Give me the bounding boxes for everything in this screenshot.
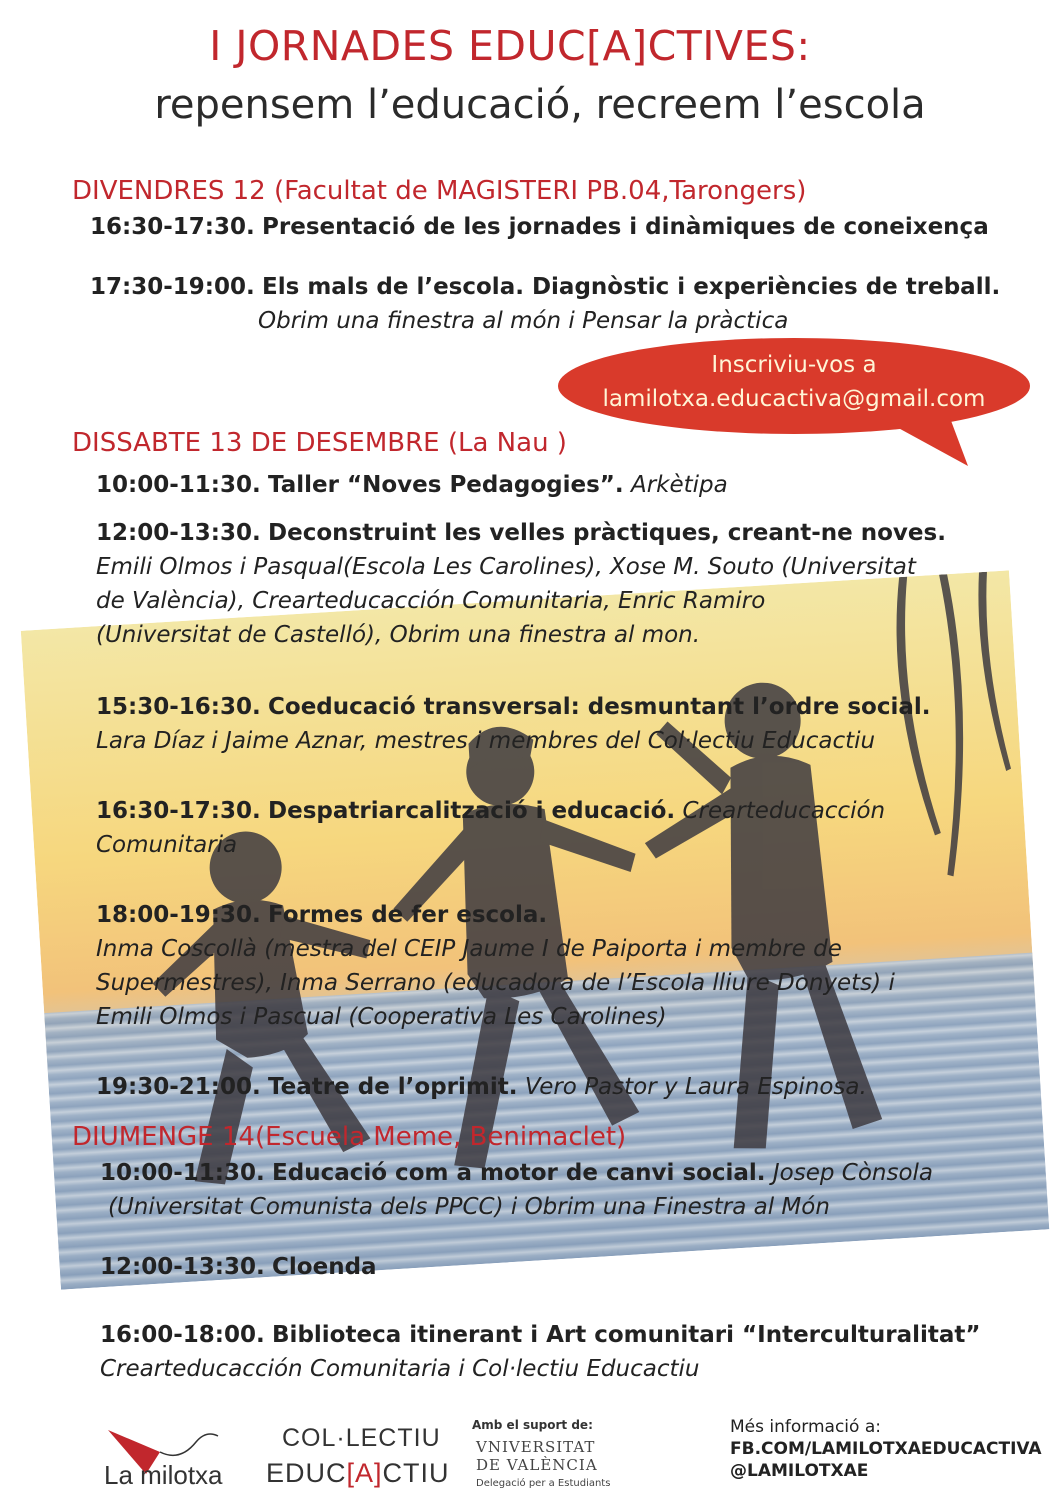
event-title: Educació com a motor de canvi social. [272,1160,766,1186]
day-place: (Facultat de MAGISTERI PB.04,Tarongers) [273,176,807,206]
event-time: 12:00-13:30. [96,520,261,546]
event-title: Formes de fer escola. [268,902,548,928]
event-item [96,468,728,502]
day-name: DISSABTE 13 DE DESEMBRE [72,428,440,458]
more-info-block [730,1416,1042,1482]
signup-label: Inscriviu-vos a [711,352,877,378]
event-time: 16:30-17:30. [90,214,255,240]
signup-email[interactable]: lamilotxa.educactiva@gmail.com [602,386,986,412]
event-item [96,690,930,758]
collectiu-logo-line1: COL·LECTIU [282,1424,441,1452]
collectiu-accent: [A] [346,1458,383,1488]
day-name: DIUMENGE 14 [72,1122,255,1152]
milotxa-logo-text: La milotxa [104,1460,223,1490]
collectiu-part: EDUC [266,1458,347,1488]
event-title: Biblioteca itinerant i Art comunitari “Interculturalitat” [272,1322,981,1348]
event-speakers: Emili Olmos i Pasqual(Escola Les Carolines), Xose M. Souto (Universitat [96,554,916,580]
event-speakers: Supermestres), Inma Serrano (educadora de l’Escola lliure Donyets) i [96,970,895,996]
event-item [96,898,895,1034]
event-title: Cloenda [272,1254,377,1280]
university-logo-line1: VNIVERSITAT [476,1438,596,1456]
event-time: 10:00-11:30. [96,472,261,498]
event-speakers: Josep Cònsola [772,1160,934,1186]
bubble-tail-shape [880,418,970,468]
event-speakers: Inma Coscollà (mestra del CEIP Jaume I de Paiporta i membre de [96,936,842,962]
event-item [100,1250,377,1284]
event-item [96,1070,867,1104]
event-speakers: Arkètipa [630,472,728,498]
event-item [100,1318,981,1386]
event-item [96,516,946,652]
event-time: 12:00-13:30. [100,1254,265,1280]
event-title: Despatriarcalització i educació. [268,798,676,824]
event-speakers: Crearteducacción [682,798,886,824]
event-title: Els mals de l’escola. Diagnòstic i experiències de treball. [262,274,1001,300]
event-time: 16:00-18:00. [100,1322,265,1348]
event-time: 10:00-11:30. [100,1160,265,1186]
event-speakers: Obrim una finestra al món i Pensar la pràctica [258,308,789,334]
event-speakers: Comunitaria [96,832,238,858]
event-time: 15:30-16:30. [96,694,261,720]
twitter-handle[interactable]: @LAMILOTXAE [730,1461,869,1481]
day-heading-saturday [72,428,567,458]
collectiu-part: CTIU [382,1458,450,1488]
day-name: DIVENDRES 12 [72,176,266,206]
event-time: 19:30-21:00. [96,1074,261,1100]
event-speakers: (Universitat de Castelló), Obrim una finestra al mon. [96,622,701,648]
more-info-label: Més informació a: [730,1417,881,1437]
university-logo-line2: DE VALÈNCIA [476,1456,598,1474]
event-item [90,270,1000,338]
page-title: I JORNADES EDUC[A]CTIVES: [209,22,811,70]
event-item [100,1156,933,1224]
page-subtitle: repensem l’educació, recreem l’escola [154,82,926,128]
event-speakers: de València), Crearteducacción Comunitaria, Enric Ramiro [96,588,766,614]
event-speakers: Lara Díaz i Jaime Aznar, mestres i membres del Col·lectiu Educactiu [96,728,876,754]
facebook-link[interactable]: FB.COM/LAMILOTXAEDUCACTIVA [730,1439,1042,1459]
support-label: Amb el suport de: [472,1418,593,1432]
event-item [90,210,989,244]
event-speakers: (Universitat Comunista dels PPCC) i Obrim una Finestra al Món [108,1194,830,1220]
day-place: (La Nau ) [447,428,567,458]
event-time: 17:30-19:00. [90,274,255,300]
event-title: Teatre de l’oprimit. [268,1074,518,1100]
event-speakers: Crearteducacción Comunitaria i Col·lectiu Educactiu [100,1356,700,1382]
event-speakers: Vero Pastor y Laura Espinosa. [524,1074,867,1100]
day-heading-friday [72,176,806,206]
collectiu-logo-line2 [266,1458,450,1489]
event-title: Presentació de les jornades i dinàmiques de coneixença [262,214,989,240]
day-place: (Escuela Meme, Benimaclet) [254,1122,627,1152]
university-delegation: Delegació per a Estudiants [476,1478,611,1489]
event-time: 16:30-17:30. [96,798,261,824]
event-time: 18:00-19:30. [96,902,261,928]
event-item [96,794,885,862]
event-title: Deconstruint les velles pràctiques, creant-ne noves. [268,520,946,546]
footer [0,1412,1060,1497]
event-title: Coeducació transversal: desmuntant l’ordre social. [268,694,931,720]
event-speakers: Emili Olmos i Pascual (Cooperativa Les Carolines) [96,1004,667,1030]
event-title: Taller “Noves Pedagogies”. [268,472,624,498]
day-heading-sunday [72,1122,626,1152]
